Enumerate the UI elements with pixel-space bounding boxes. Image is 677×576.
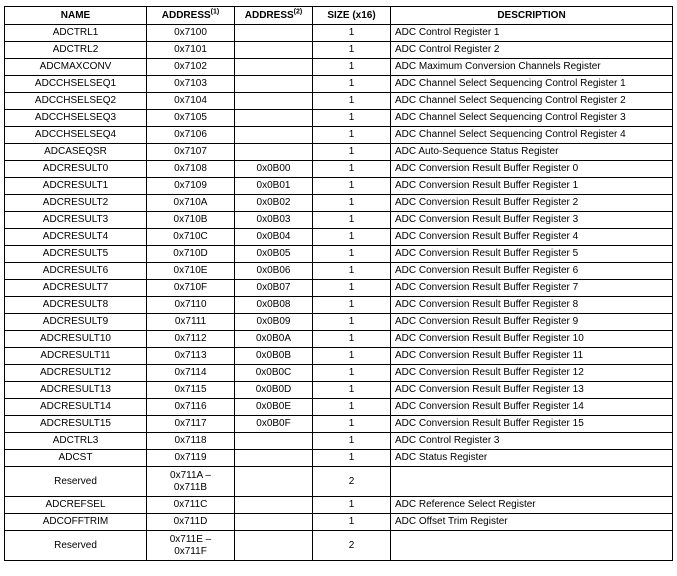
cell-address1: [147, 144, 235, 161]
address1-text-line2: 0x711F: [174, 545, 207, 557]
cell-address2: 0x0B00: [235, 161, 313, 178]
cell-description: ADC Conversion Result Buffer Register 1: [391, 178, 673, 195]
cell-size: 1: [313, 433, 391, 450]
address1-text: 0x7103: [174, 78, 207, 89]
cell-description: ADC Conversion Result Buffer Register 13: [391, 382, 673, 399]
cell-name: ADCRESULT9: [5, 314, 147, 331]
cell-address2: [235, 433, 313, 450]
cell-address1: [147, 280, 235, 297]
cell-address1: [147, 450, 235, 467]
cell-description: ADC Conversion Result Buffer Register 9: [391, 314, 673, 331]
table-row: [5, 76, 673, 93]
table-row: [5, 280, 673, 297]
cell-name: ADCRESULT4: [5, 229, 147, 246]
cell-description: ADC Control Register 3: [391, 433, 673, 450]
cell-address1: [147, 467, 235, 497]
cell-address2: 0x0B02: [235, 195, 313, 212]
cell-name: ADCASEQSR: [5, 144, 147, 161]
cell-address2: [235, 531, 313, 561]
cell-address1: [147, 399, 235, 416]
cell-size: 1: [313, 497, 391, 514]
address1-text: 0x7116: [174, 401, 207, 412]
cell-address1: [147, 514, 235, 531]
address1-text-line2: 0x711B: [173, 481, 208, 493]
cell-name: ADCRESULT8: [5, 297, 147, 314]
cell-address2: [235, 76, 313, 93]
cell-size: 1: [313, 42, 391, 59]
cell-name: ADCTRL1: [5, 25, 147, 42]
cell-name: ADCRESULT6: [5, 263, 147, 280]
cell-name: ADCRESULT10: [5, 331, 147, 348]
cell-name: ADCRESULT1: [5, 178, 147, 195]
address1-text: 0x7106: [174, 129, 207, 140]
cell-description: ADC Channel Select Sequencing Control Register 2: [391, 93, 673, 110]
cell-address1: [147, 331, 235, 348]
cell-description: ADC Control Register 1: [391, 25, 673, 42]
table-row: [5, 127, 673, 144]
cell-address2: 0x0B01: [235, 178, 313, 195]
cell-description: [391, 467, 673, 497]
cell-description: ADC Control Register 2: [391, 42, 673, 59]
cell-address2: 0x0B08: [235, 297, 313, 314]
cell-address2: [235, 127, 313, 144]
cell-description: ADC Conversion Result Buffer Register 10: [391, 331, 673, 348]
cell-address1: [147, 195, 235, 212]
cell-address1: [147, 59, 235, 76]
header-row: [5, 7, 673, 25]
cell-description: ADC Conversion Result Buffer Register 8: [391, 297, 673, 314]
cell-size: 1: [313, 514, 391, 531]
address1-text: 0x710D: [173, 248, 208, 259]
cell-description: ADC Channel Select Sequencing Control Register 3: [391, 110, 673, 127]
register-table: [4, 6, 673, 561]
table-row: [5, 365, 673, 382]
address1-text: 0x711A –: [170, 469, 211, 481]
cell-name: ADCREFSEL: [5, 497, 147, 514]
cell-size: 1: [313, 59, 391, 76]
table-row: [5, 514, 673, 531]
cell-address2: 0x0B0A: [235, 331, 313, 348]
table-row: [5, 246, 673, 263]
cell-name: ADCRESULT5: [5, 246, 147, 263]
address1-text: 0x7111: [174, 316, 207, 327]
cell-size: 1: [313, 416, 391, 433]
cell-address2: 0x0B0D: [235, 382, 313, 399]
footnote-2: (2): [293, 8, 303, 16]
cell-address1: [147, 93, 235, 110]
cell-size: 1: [313, 93, 391, 110]
address1-text: 0x7102: [174, 61, 207, 72]
cell-name: ADCRESULT2: [5, 195, 147, 212]
cell-description: ADC Conversion Result Buffer Register 0: [391, 161, 673, 178]
table-row: [5, 212, 673, 229]
cell-size: 1: [313, 399, 391, 416]
address1-text: 0x710C: [173, 231, 208, 242]
table-row: [5, 144, 673, 161]
cell-description: ADC Channel Select Sequencing Control Register 1: [391, 76, 673, 93]
cell-name: ADCTRL3: [5, 433, 147, 450]
cell-size: 1: [313, 161, 391, 178]
table-row: [5, 331, 673, 348]
address1-text: 0x710E: [173, 265, 208, 276]
footnote-1: (1): [210, 8, 220, 16]
table-row: [5, 382, 673, 399]
table-row: [5, 416, 673, 433]
cell-name: ADCMAXCONV: [5, 59, 147, 76]
cell-size: 1: [313, 144, 391, 161]
cell-address2: 0x0B04: [235, 229, 313, 246]
cell-description: ADC Conversion Result Buffer Register 2: [391, 195, 673, 212]
cell-address1: [147, 229, 235, 246]
cell-address1: [147, 348, 235, 365]
cell-size: 1: [313, 246, 391, 263]
cell-description: ADC Offset Trim Register: [391, 514, 673, 531]
address1-text: 0x7114: [174, 367, 207, 378]
cell-address2: 0x0B06: [235, 263, 313, 280]
cell-address2: 0x0B0B: [235, 348, 313, 365]
cell-size: 1: [313, 25, 391, 42]
cell-address2: 0x0B05: [235, 246, 313, 263]
address1-text: 0x710F: [173, 282, 208, 293]
cell-description: ADC Conversion Result Buffer Register 11: [391, 348, 673, 365]
cell-address2: [235, 144, 313, 161]
cell-address2: [235, 59, 313, 76]
cell-size: 1: [313, 297, 391, 314]
cell-size: 1: [313, 195, 391, 212]
cell-size: 1: [313, 110, 391, 127]
cell-address2: 0x0B0E: [235, 399, 313, 416]
cell-address1: [147, 42, 235, 59]
cell-address1: [147, 76, 235, 93]
cell-address1: [147, 365, 235, 382]
table-row: [5, 59, 673, 76]
cell-description: ADC Conversion Result Buffer Register 15: [391, 416, 673, 433]
address1-text: 0x7105: [174, 112, 207, 123]
cell-address1: [147, 263, 235, 280]
address1-text: 0x7118: [174, 435, 207, 446]
cell-size: 1: [313, 76, 391, 93]
cell-name: Reserved: [5, 531, 147, 561]
cell-name: ADCRESULT13: [5, 382, 147, 399]
cell-description: ADC Maximum Conversion Channels Register: [391, 59, 673, 76]
cell-description: ADC Channel Select Sequencing Control Register 4: [391, 127, 673, 144]
cell-address1: [147, 531, 235, 561]
cell-address1: [147, 433, 235, 450]
address1-text: 0x711E –: [169, 533, 212, 545]
header-name: NAME: [5, 7, 147, 25]
cell-address1: [147, 127, 235, 144]
cell-address1: [147, 382, 235, 399]
table-row: [5, 161, 673, 178]
cell-name: ADCRESULT12: [5, 365, 147, 382]
table-row: [5, 195, 673, 212]
cell-address1: [147, 314, 235, 331]
table-row: [5, 467, 673, 497]
cell-size: 1: [313, 127, 391, 144]
address1-text: 0x7108: [174, 163, 207, 174]
header-address2: ADDRESS$^{(2)}$: [235, 7, 313, 25]
cell-address1: [147, 246, 235, 263]
cell-size: 1: [313, 382, 391, 399]
cell-address1: [147, 161, 235, 178]
address1-text: 0x710B: [173, 214, 208, 225]
cell-description: [391, 531, 673, 561]
cell-address2: [235, 450, 313, 467]
cell-address1: [147, 25, 235, 42]
address1-text: 0x711C: [173, 499, 208, 510]
header-description: DESCRIPTION: [391, 7, 673, 25]
address1-text: 0x7100: [174, 27, 207, 38]
cell-size: 1: [313, 263, 391, 280]
table-row: [5, 42, 673, 59]
cell-size: 1: [313, 365, 391, 382]
cell-address2: 0x0B07: [235, 280, 313, 297]
address1-text: 0x7101: [174, 44, 207, 55]
cell-address1: [147, 416, 235, 433]
cell-description: ADC Conversion Result Buffer Register 5: [391, 246, 673, 263]
address1-text: 0x711D: [173, 516, 208, 527]
table-row: [5, 178, 673, 195]
cell-description: ADC Status Register: [391, 450, 673, 467]
table-row: [5, 25, 673, 42]
cell-size: 2: [313, 531, 391, 561]
table-row: [5, 314, 673, 331]
table-body: [5, 25, 673, 561]
cell-name: ADCRESULT15: [5, 416, 147, 433]
table-row: [5, 433, 673, 450]
cell-description: ADC Conversion Result Buffer Register 4: [391, 229, 673, 246]
header-address1: ADDRESS$^{(1)}$: [147, 7, 235, 25]
cell-address2: [235, 93, 313, 110]
cell-address2: [235, 497, 313, 514]
table-row: [5, 450, 673, 467]
cell-name: ADCTRL2: [5, 42, 147, 59]
cell-size: 1: [313, 348, 391, 365]
cell-size: 1: [313, 280, 391, 297]
address1-text: 0x7109: [174, 180, 207, 191]
cell-size: 1: [313, 178, 391, 195]
cell-size: 1: [313, 314, 391, 331]
cell-name: ADCCHSELSEQ1: [5, 76, 147, 93]
cell-address2: [235, 467, 313, 497]
table-row: [5, 263, 673, 280]
cell-name: ADCRESULT3: [5, 212, 147, 229]
cell-name: Reserved: [5, 467, 147, 497]
address1-text: 0x7119: [174, 452, 207, 463]
cell-address1: [147, 212, 235, 229]
cell-name: ADCRESULT7: [5, 280, 147, 297]
cell-size: 1: [313, 450, 391, 467]
cell-address2: 0x0B0F: [235, 416, 313, 433]
table-row: [5, 399, 673, 416]
cell-size: 1: [313, 229, 391, 246]
table-row: [5, 110, 673, 127]
header-size: SIZE (x16): [313, 7, 391, 25]
cell-address2: [235, 514, 313, 531]
address1-text: 0x710A: [173, 197, 208, 208]
cell-description: ADC Conversion Result Buffer Register 3: [391, 212, 673, 229]
cell-name: ADCCHSELSEQ2: [5, 93, 147, 110]
address1-text: 0x7117: [174, 418, 207, 429]
cell-description: ADC Conversion Result Buffer Register 14: [391, 399, 673, 416]
table-row: [5, 93, 673, 110]
cell-description: ADC Conversion Result Buffer Register 6: [391, 263, 673, 280]
table-row: [5, 229, 673, 246]
cell-address2: [235, 25, 313, 42]
cell-address1: [147, 110, 235, 127]
cell-name: ADCRESULT11: [5, 348, 147, 365]
address1-text: 0x7104: [174, 95, 207, 106]
cell-description: ADC Auto-Sequence Status Register: [391, 144, 673, 161]
cell-name: ADCRESULT0: [5, 161, 147, 178]
cell-size: 2: [313, 467, 391, 497]
table-row: [5, 297, 673, 314]
address1-text: 0x7110: [174, 299, 207, 310]
cell-address1: [147, 178, 235, 195]
cell-description: ADC Conversion Result Buffer Register 7: [391, 280, 673, 297]
table-row: [5, 497, 673, 514]
address1-text: 0x7115: [174, 384, 207, 395]
cell-name: ADCOFFTRIM: [5, 514, 147, 531]
cell-size: 1: [313, 331, 391, 348]
cell-address1: [147, 497, 235, 514]
cell-address2: [235, 42, 313, 59]
cell-size: 1: [313, 212, 391, 229]
address1-text: 0x7107: [174, 146, 207, 157]
cell-name: ADCCHSELSEQ4: [5, 127, 147, 144]
address1-text: 0x7112: [174, 333, 207, 344]
cell-name: ADCST: [5, 450, 147, 467]
cell-address2: 0x0B0C: [235, 365, 313, 382]
cell-description: ADC Reference Select Register: [391, 497, 673, 514]
cell-address2: 0x0B09: [235, 314, 313, 331]
address1-text: 0x7113: [174, 350, 207, 361]
cell-address2: 0x0B03: [235, 212, 313, 229]
table-row: [5, 531, 673, 561]
table-row: [5, 348, 673, 365]
cell-name: ADCRESULT14: [5, 399, 147, 416]
cell-name: ADCCHSELSEQ3: [5, 110, 147, 127]
cell-description: ADC Conversion Result Buffer Register 12: [391, 365, 673, 382]
cell-address1: [147, 297, 235, 314]
cell-address2: [235, 110, 313, 127]
